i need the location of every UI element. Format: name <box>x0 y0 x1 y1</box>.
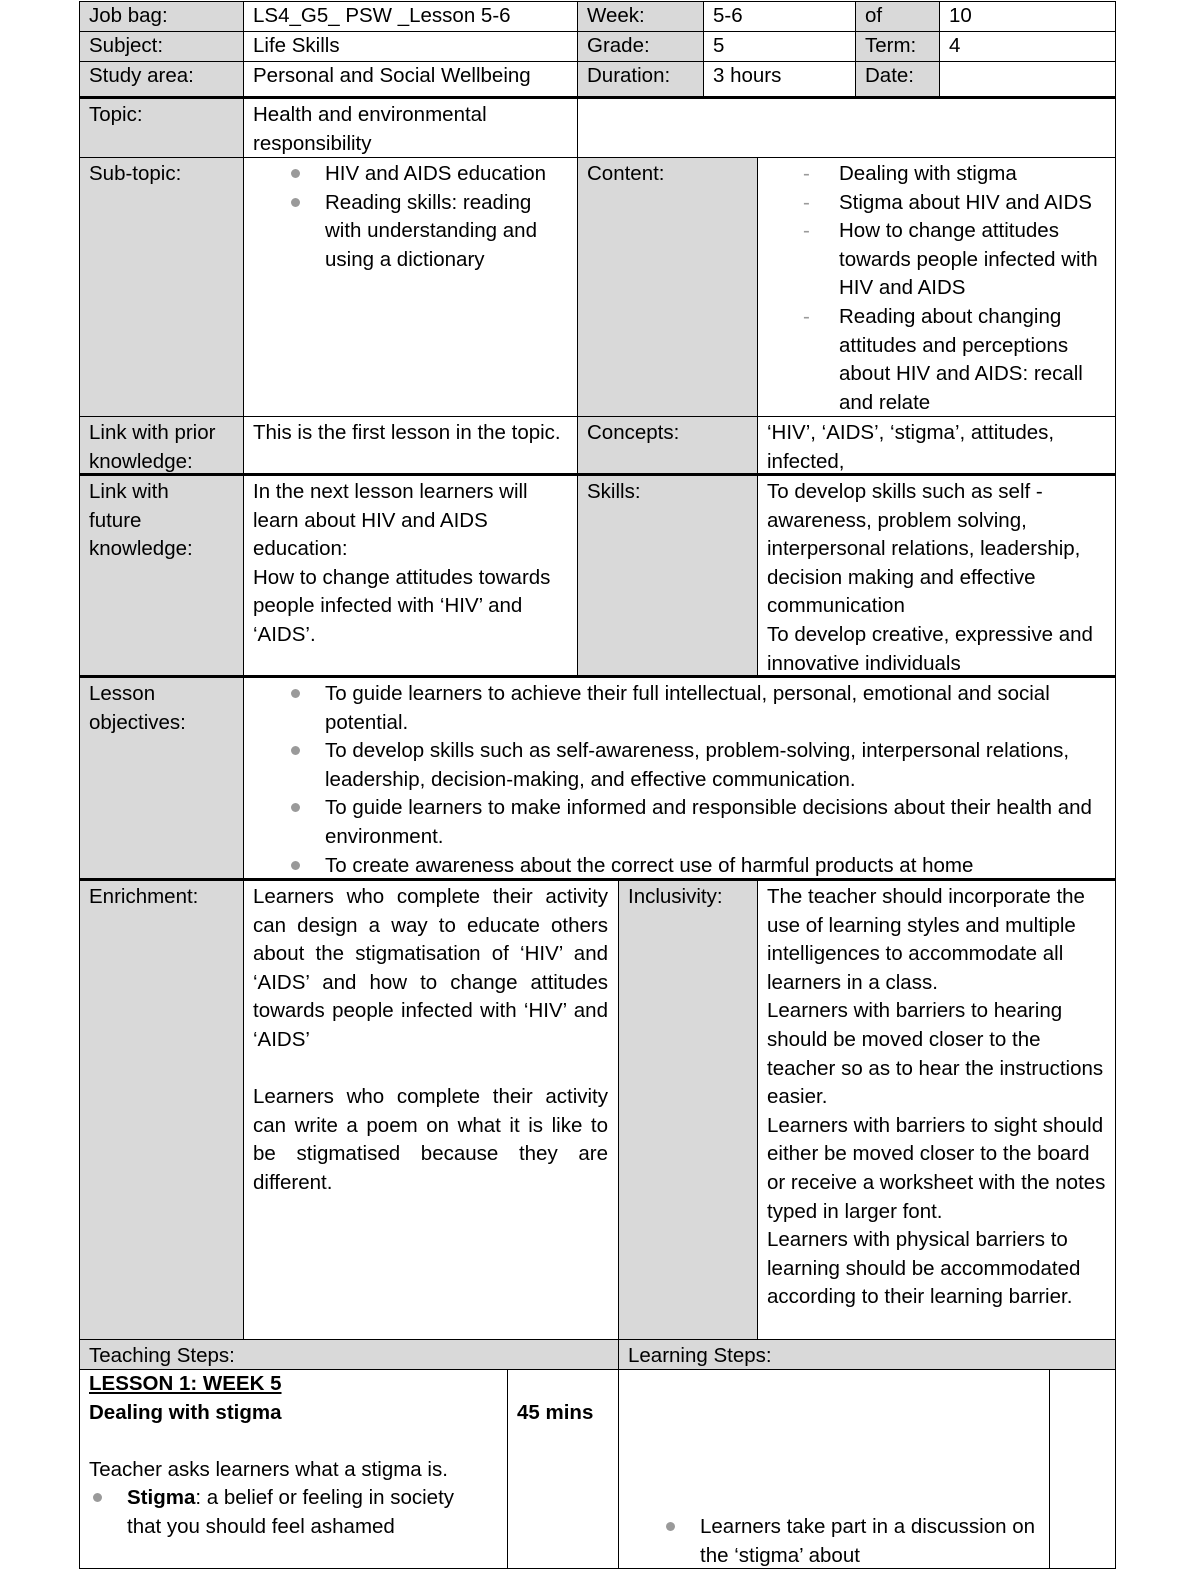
enrichment-label: Enrichment: <box>79 878 244 1340</box>
topic-empty-cell <box>577 96 1116 158</box>
objectives-cell <box>243 675 1116 880</box>
week-label: Week: <box>577 1 704 32</box>
subtopic-label: Sub-topic: <box>79 157 244 417</box>
topic-value: Health and environmental responsibility <box>243 96 578 158</box>
content-item: - Reading about changing attitudes and perceptions about HIV and AIDS: recall and relate <box>767 303 1109 417</box>
lesson-heading: LESSON 1: WEEK 5 <box>89 1372 282 1395</box>
objective-item: To guide learners to make informed and responsible decisions about their health and environment. <box>253 794 1105 851</box>
learning-step-side-cell <box>1049 1369 1116 1569</box>
objective-item: To create awareness about the correct use of harmful products at home <box>253 852 1105 880</box>
lesson-duration: 45 mins <box>507 1369 619 1569</box>
content-label: Content: <box>577 157 758 417</box>
inclusivity-label: Inclusivity: <box>618 878 758 1340</box>
content-cell <box>757 157 1116 417</box>
topic-label: Topic: <box>79 96 244 158</box>
enrichment-cell <box>243 878 619 1340</box>
duration-value: 3 hours <box>703 61 856 98</box>
enrichment-paragraph: Learners who complete their activity can design a way to educate others about the stigmatisation of ‘HIV’ and ‘AIDS’ and how to change attitudes towards people infected with ‘HIV’ and ‘AIDS’ <box>253 885 608 1051</box>
prior-knowledge-label: Link with prior knowledge: <box>79 416 244 475</box>
content-item: - Dealing with stigma <box>767 160 1109 189</box>
content-list <box>767 160 1109 417</box>
of-label: of <box>855 1 940 32</box>
job-bag-label: Job bag: <box>79 1 244 32</box>
teaching-step-cell <box>79 1369 508 1569</box>
stigma-def: : a belief or feeling in society that you should feel ashamed <box>127 1486 455 1538</box>
subtopic-list <box>253 160 561 274</box>
enrichment-paragraph: Learners who complete their activity can write a poem on what it is like to be stigmatised because they are different. <box>253 1085 608 1194</box>
inclusivity-value: The teacher should incorporate the use of learning styles and multiple intelligences to accommodate all learners in a class. Learners with barriers to hearing should be moved closer to the teacher so as to hear the instructions easier. Learners with barriers to sight should either be moved closer to the board or receive a worksheet with the notes typed in larger font. Learners with physical barriers to learning should be accommodated according to their learning barrier. <box>757 878 1116 1340</box>
study-area-value: Personal and Social Wellbeing <box>243 61 578 98</box>
content-item: - Stigma about HIV and AIDS <box>767 189 1109 218</box>
skills-value: To develop skills such as self -awareness, problem solving, interpersonal relations, leadership, decision making and effective communication To develop creative, expressive and innovative individuals <box>757 473 1116 677</box>
subject-label: Subject: <box>79 31 244 62</box>
job-bag-value: LS4_G5_ PSW _Lesson 5-6 <box>243 1 578 32</box>
future-knowledge-label: Link with future knowledge: <box>79 473 244 677</box>
lesson-title: Dealing with stigma <box>89 1400 282 1424</box>
grade-value: 5 <box>703 31 856 62</box>
date-label: Date: <box>855 61 940 98</box>
grade-label: Grade: <box>577 31 704 62</box>
subject-value: Life Skills <box>243 31 578 62</box>
learner-item: Learners take part in a discussion on the ‘stigma’ about <box>628 1513 1039 1569</box>
content-item: - How to change attitudes towards people infected with HIV and AIDS <box>767 217 1109 303</box>
future-knowledge-value: In the next lesson learners will learn about HIV and AIDS education: How to change attitudes towards people infected with ‘HIV’ and ‘AIDS’. <box>243 473 578 677</box>
concepts-value: ‘HIV’, ‘AIDS’, ‘stigma’, attitudes, infected, <box>757 416 1116 475</box>
subtopic-item: HIV and AIDS education <box>253 160 561 189</box>
teaching-steps-label: Teaching Steps: <box>79 1339 619 1370</box>
learner-list <box>628 1513 1039 1569</box>
term-label: Term: <box>855 31 940 62</box>
duration-label: Duration: <box>577 61 704 98</box>
learning-steps-label: Learning Steps: <box>618 1339 1116 1370</box>
objectives-label: Lesson objectives: <box>79 675 244 880</box>
teacher-list <box>79 1484 457 1541</box>
subtopic-item: Reading skills: reading with understanding and using a dictionary <box>253 189 561 275</box>
prior-knowledge-value: This is the first lesson in the topic. <box>243 416 578 475</box>
of-value: 10 <box>939 1 1116 32</box>
study-area-label: Study area: <box>79 61 244 98</box>
stigma-definition <box>79 1484 457 1541</box>
skills-label: Skills: <box>577 473 758 677</box>
subtopic-cell <box>243 157 578 417</box>
term-value: 4 <box>939 31 1116 62</box>
objectives-list <box>253 680 1105 880</box>
learning-step-cell <box>618 1369 1050 1569</box>
stigma-term: Stigma <box>127 1486 196 1510</box>
week-value: 5-6 <box>703 1 856 32</box>
objective-item: To guide learners to achieve their full intellectual, personal, emotional and social potential. <box>253 680 1105 737</box>
concepts-label: Concepts: <box>577 416 758 475</box>
objective-item: To develop skills such as self-awareness, problem-solving, interpersonal relations, leadership, decision-making, and effective communication. <box>253 737 1105 794</box>
teacher-intro: Teacher asks learners what a stigma is. <box>89 1457 448 1481</box>
date-value <box>939 61 1116 98</box>
